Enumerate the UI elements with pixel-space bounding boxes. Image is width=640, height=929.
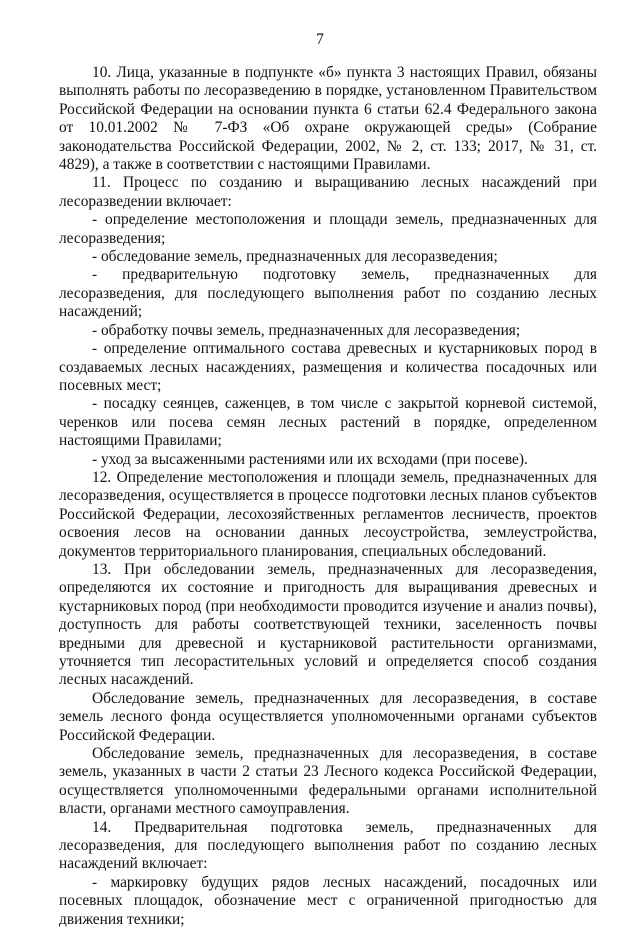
paragraph-12: 12. Определение местоположения и площади земель, предназначенных для лесоразведения, осуществляется в процессе подготовки лесных планов субъектов Российской Федерации, лесохозяйственных регламентов лесничеств, проектов освоения лесов на основании данных лесоустройства, землеустройства, документов территориального планирования, специальных обследований. — [59, 468, 597, 560]
list-item: - определение местоположения и площади земель, предназначенных для лесоразведения; — [59, 211, 597, 247]
list-item: - обработку почвы земель, предназначенных для лесоразведения; — [92, 321, 521, 339]
document-body — [59, 64, 597, 929]
list-item: - посадку сеянцев, саженцев, в том числе с закрытой корневой системой, черенков или посева семян лесных растений в порядке, определенном настоящими Правилами; — [59, 395, 597, 450]
paragraph-13-survey-forest-fund: Обследование земель, предназначенных для лесоразведения, в составе земель лесного фонда осуществляется уполномоченными органами субъектов Российской Федерации. — [59, 689, 597, 744]
list-item: - уход за высаженными растениями или их всходами (при посеве). — [92, 450, 528, 468]
list-item: - определение оптимального состава древесных и кустарниковых пород в создаваемых лесных насаждениях, размещения и количества посадочных или посевных мест; — [59, 340, 597, 394]
paragraph-13-survey-other-lands: Обследование земель, предназначенных для лесоразведения, в составе земель, указанных в части 2 статьи 23 Лесного кодекса Российской Федерации, осуществляется уполномоченными федеральными органами исполнительной власти, органами местного самоуправления. — [59, 745, 597, 818]
paragraph-10: 10. Лица, указанные в подпункте «б» пункта 3 настоящих Правил, обязаны выполнять работы по лесоразведению в порядке, установленном Правительством Российской Федерации на основании пункта 6 статьи 62.4 Федерального закона от 10.01.2002 № 7-ФЗ «Об охране окружающей среды» (Собрание законодательства Российской Федерации, 2002, № 2, ст. 133; 2017, № 31, ст. 4829), а также в соответствии с настоящими Правилами. — [59, 64, 597, 174]
list-item: - маркировку будущих рядов лесных насаждений, посадочных или посевных площадок, обозначение мест с ограниченной пригодностью для движения техники; — [59, 873, 597, 928]
paragraph-14: 14. Предварительная подготовка земель, предназначенных для лесоразведения, для последующего выполнения работ по созданию лесных насаждений включает: — [59, 818, 597, 873]
list-item: - предварительную подготовку земель, предназначенных для лесоразведения, для последующего выполнения работ по созданию лесных насаждений; — [59, 266, 597, 321]
paragraph-13: 13. При обследовании земель, предназначенных для лесоразведения, определяются их состояние и пригодность для выращивания древесных и кустарниковых пород (при необходимости проводится изучение и анализ почвы), доступность для работы соответствующей техники, заселенность почвы вредными для древесной и кустарниковой растительности организмами, уточняется тип лесорастительных условий и определяется способ создания лесных насаждений. — [59, 560, 597, 689]
page-number: 7 — [316, 31, 324, 48]
list-item: - обследование земель, предназначенных для лесоразведения; — [92, 248, 498, 266]
paragraph-11: 11. Процесс по созданию и выращиванию лесных насаждений при лесоразведении включает: — [59, 174, 597, 210]
